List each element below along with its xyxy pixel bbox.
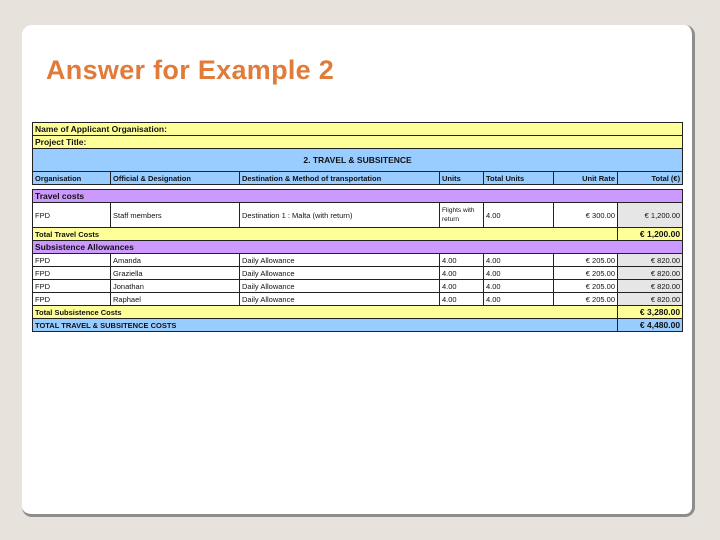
cell-organisation: FPD <box>33 280 111 293</box>
cell-official: Jonathan <box>111 280 240 293</box>
cell-official: Staff members <box>111 203 240 228</box>
cell-total-units: 4.00 <box>484 267 554 280</box>
cell-official: Raphael <box>111 293 240 306</box>
applicant-row <box>33 123 683 136</box>
subsistence-total-row <box>33 306 683 319</box>
cell-total: € 820.00 <box>618 293 683 306</box>
subsistence-section-label: Subsistence Allowances <box>33 241 683 254</box>
subsistence-total-value: € 3,280.00 <box>618 306 683 319</box>
cell-total-units: 4.00 <box>484 280 554 293</box>
applicant-label: Name of Applicant Organisation: <box>33 123 683 136</box>
subsistence-section-row <box>33 241 683 254</box>
cell-unit-rate: € 205.00 <box>554 267 618 280</box>
cell-destination: Daily Allowance <box>240 293 440 306</box>
cell-organisation: FPD <box>33 203 111 228</box>
travel-section-row <box>33 190 683 203</box>
cell-organisation: FPD <box>33 293 111 306</box>
travel-total-value: € 1,200.00 <box>618 228 683 241</box>
cell-destination: Daily Allowance <box>240 280 440 293</box>
section-title-row <box>33 149 683 172</box>
table-row <box>33 293 683 306</box>
project-row <box>33 136 683 149</box>
header-organisation: Organisation <box>33 172 111 185</box>
cell-units: 4.00 <box>440 267 484 280</box>
table-row <box>33 267 683 280</box>
section-title: 2. TRAVEL & SUBSITENCE <box>33 149 683 172</box>
cell-unit-rate: € 205.00 <box>554 254 618 267</box>
header-total-units: Total Units <box>484 172 554 185</box>
travel-subsistence-table <box>32 122 683 332</box>
cell-total: € 820.00 <box>618 254 683 267</box>
cell-total-units: 4.00 <box>484 203 554 228</box>
travel-section-label: Travel costs <box>33 190 683 203</box>
subsistence-total-label: Total Subsistence Costs <box>33 306 618 319</box>
cell-units: 4.00 <box>440 293 484 306</box>
grand-total-label: TOTAL TRAVEL & SUBSITENCE COSTS <box>33 319 618 332</box>
header-official: Official & Designation <box>111 172 240 185</box>
travel-total-label: Total Travel Costs <box>33 228 618 241</box>
cell-organisation: FPD <box>33 254 111 267</box>
header-destination: Destination & Method of transportation <box>240 172 440 185</box>
header-unit-rate: Unit Rate <box>554 172 618 185</box>
cell-unit-rate: € 205.00 <box>554 293 618 306</box>
grand-total-row <box>33 319 683 332</box>
cell-official: Amanda <box>111 254 240 267</box>
project-label: Project Title: <box>33 136 683 149</box>
slide-title: Answer for Example 2 <box>46 55 335 85</box>
cell-units: 4.00 <box>440 280 484 293</box>
table-row <box>33 254 683 267</box>
cell-destination: Daily Allowance <box>240 254 440 267</box>
grand-total-value: € 4,480.00 <box>618 319 683 332</box>
cell-total: € 820.00 <box>618 267 683 280</box>
cell-total-units: 4.00 <box>484 254 554 267</box>
cell-official: Graziella <box>111 267 240 280</box>
travel-total-row <box>33 228 683 241</box>
table-row <box>33 203 683 228</box>
cell-unit-rate: € 300.00 <box>554 203 618 228</box>
cell-destination: Daily Allowance <box>240 267 440 280</box>
cell-organisation: FPD <box>33 267 111 280</box>
cell-total: € 1,200.00 <box>618 203 683 228</box>
cell-total-units: 4.00 <box>484 293 554 306</box>
cell-total: € 820.00 <box>618 280 683 293</box>
cell-units: Flights with return <box>440 203 484 228</box>
header-total: Total (€) <box>618 172 683 185</box>
cell-units: 4.00 <box>440 254 484 267</box>
header-units: Units <box>440 172 484 185</box>
cell-destination: Destination 1 : Malta (with return) <box>240 203 440 228</box>
header-row <box>33 172 683 185</box>
cell-unit-rate: € 205.00 <box>554 280 618 293</box>
table-row <box>33 280 683 293</box>
slide <box>22 25 695 517</box>
